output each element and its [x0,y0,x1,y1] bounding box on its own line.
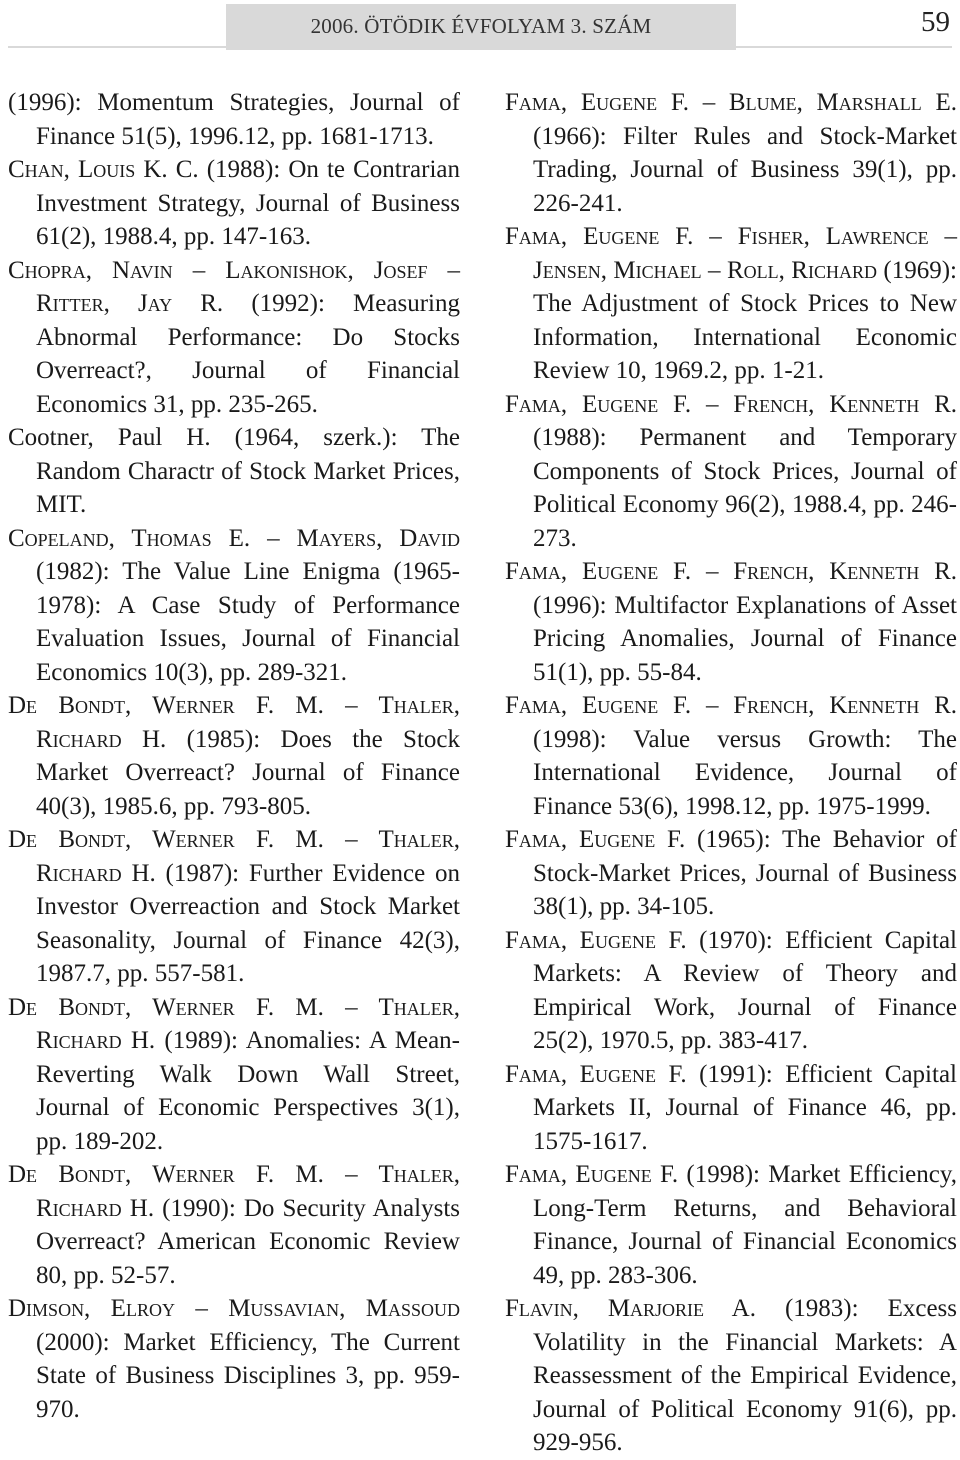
header-rule [8,46,952,48]
reference-author: Fama, Eugene F. [505,1060,687,1088]
reference-author: De Bondt, Werner F. M. – Thaler, Richard H. [8,1161,460,1222]
reference-author: Fama, Eugene F. – French, Kenneth R. [505,558,957,585]
reference-text: (1987): Further Evidence on Investor Overreaction and Stock Market Seasonality, Journal of Finance 42(3), 1987.7, pp. 557-581. [36,859,460,987]
reference-entry [8,991,460,1159]
reference-text: (1998): Value versus Growth: The International Evidence, Journal of Finance 53(6), 1998.12, pp. 1975-1999. [533,725,957,820]
reference-text: (1982): The Value Line Enigma (1965-1978): A Case Study of Performance Evaluation Issues, Journal of Financial Economics 10(3), pp. 289-321. [36,558,460,686]
reference-text: (1992): Measuring Abnormal Performance: Do Stocks Overreact?, Journal of Financial Economics 31, pp. 235-265. [36,290,460,418]
reference-text: (1991): Efficient Capital Markets II, Journal of Finance 46, pp. 1575-1617. [533,1060,957,1155]
reference-author: Fama, Eugene F. – Fisher, Lawrence – Jensen, Michael – Roll, Richard [505,223,957,284]
reference-text: Cootner, Paul H. (1964, szerk.): The Random Charactr of Stock Market Prices, MIT. [8,424,460,518]
reference-author: Flavin, Marjorie A. [505,1295,756,1322]
reference-entry [8,823,460,991]
reference-text: (1998): Market Efficiency, Long-Term Returns, and Behavioral Finance, Journal of Financial Economics 49, pp. 283-306. [533,1161,957,1289]
reference-author: Fama, Eugene F. [505,826,686,853]
reference-entry [505,220,957,388]
reference-entry [8,421,460,522]
reference-text: (1965): The Behavior of Stock-Market Prices, Journal of Business 38(1), pp. 34-105. [533,826,957,920]
reference-text: (1985): Does the Stock Market Overreact? Journal of Finance 40(3), 1985.6, pp. 793-805. [36,725,460,820]
reference-author: Fama, Eugene F. – French, Kenneth R. [505,390,957,418]
reference-text: (1969): The Adjustment of Stock Prices to New Information, International Economic Review 10, 1969.2, pp. 1-21. [533,256,957,384]
reference-text: (1988): Permanent and Temporary Components of Stock Prices, Journal of Political Economy 96(2), 1988.4, pp. 246-273. [533,424,957,552]
reference-text: (2000): Market Efficiency, The Current State of Business Disciplines 3, pp. 959-970. [36,1328,460,1423]
reference-entry [505,689,957,823]
reference-text: (1970): Efficient Capital Markets: A Review of Theory and Empirical Work, Journal of Finance 25(2), 1970.5, pp. 383-417. [533,926,957,1054]
reference-entry [8,689,460,823]
reference-entry [8,1158,460,1292]
reference-entry [8,153,460,254]
reference-author: Copeland, Thomas E. – Mayers, David [8,524,460,552]
reference-entry [505,823,957,924]
reference-text: (1966): Filter Rules and Stock-Market Trading, Journal of Business 39(1), pp. 226-241. [533,122,957,217]
reference-entry [505,1158,957,1292]
reference-author: Fama, Eugene F. [505,926,687,954]
reference-text: (1996): Multifactor Explanations of Asset Pricing Anomalies, Journal of Finance 51(1), pp. 55-84. [533,591,957,686]
reference-author: Fama, Eugene F. – French, Kenneth R. [505,692,957,719]
reference-text: (1988): On te Contrarian Investment Strategy, Journal of Business 61(2), 1988.4, pp. 147-163. [36,156,460,250]
reference-author: De Bondt, Werner F. M. – Thaler, Richard H. [8,692,460,753]
reference-entry [505,1292,957,1460]
reference-column-left [8,86,460,1426]
reference-entry [8,1292,460,1426]
reference-entry [8,86,460,153]
reference-author: Chan, Louis K. C. [8,156,199,183]
reference-author: Fama, Eugene F. – Blume, Marshall E. [505,89,957,116]
reference-author: Fama, Eugene F. [505,1161,679,1188]
page-number: 59 [921,6,950,38]
reference-entry [505,924,957,1058]
reference-text: (1990): Do Security Analysts Overreact? American Economic Review 80, pp. 52-57. [36,1194,460,1289]
reference-author: Chopra, Navin – Lakonishok, Josef – Ritter, Jay R. [8,256,460,317]
reference-entry [8,254,460,422]
reference-column-right [505,86,957,1460]
reference-text: (1996): Momentum Strategies, Journal of Finance 51(5), 1996.12, pp. 1681-1713. [8,89,460,150]
reference-text: (1989): Anomalies: A Mean-Reverting Walk Down Wall Street, Journal of Economic Perspectives 3(1), pp. 189-202. [36,1027,460,1155]
reference-author: De Bondt, Werner F. M. – Thaler, Richard H. [8,826,460,887]
reference-entry [505,388,957,556]
reference-entry [505,1058,957,1159]
reference-entry [505,555,957,689]
reference-entry [505,86,957,220]
reference-text: (1983): Excess Volatility in the Financial Markets: A Reassessment of the Empirical Evidence, Journal of Political Economy 91(6), pp. 929-956. [533,1295,957,1456]
reference-entry [8,522,460,690]
reference-author: De Bondt, Werner F. M. – Thaler, Richard H. [8,993,460,1054]
journal-issue-header: 2006. ÖTÖDIK ÉVFOLYAM 3. SZÁM [310,14,652,38]
reference-author: Dimson, Elroy – Mussavian, Massoud [8,1295,460,1322]
